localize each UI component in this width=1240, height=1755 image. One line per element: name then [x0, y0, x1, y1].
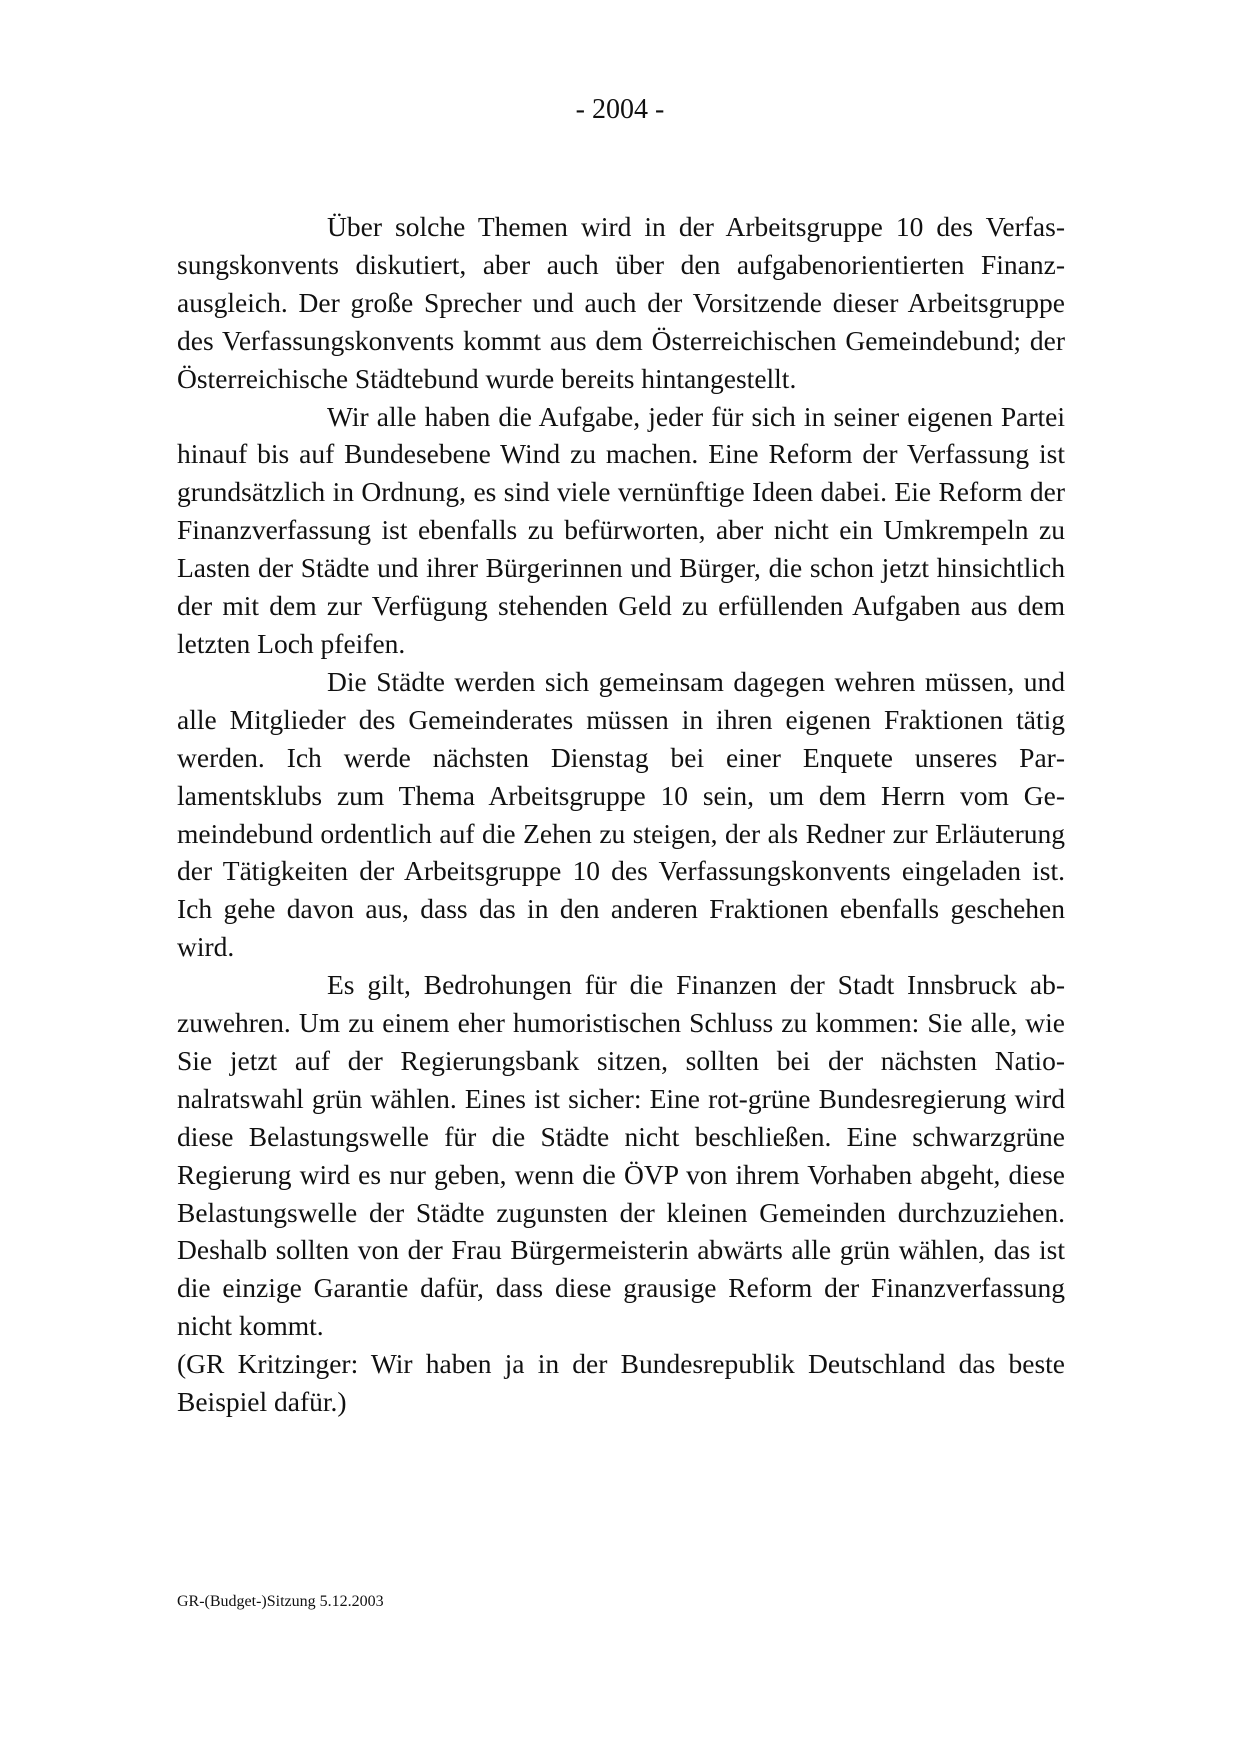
footer-session-label: GR-(Budget-)Sitzung 5.12.2003: [177, 1593, 384, 1610]
paragraph-3: Die Städte werden sich gemeinsam dagegen wehren müssen, und alle Mitglieder des Gemeinderates müssen in ihren eigenen Fraktionen tätig werden. Ich werde nächsten Dienstag bei einer Enquete unseres Parlamentsklubs zum Thema Arbeitsgruppe 10 sein, um dem Herrn vom Gemeindebund ordentlich auf die Zehen zu steigen, der als Redner zur Erläuterung der Tätigkeiten der Arbeitsgruppe 10 des Verfassungskonvents eingeladen ist. Ich gehe davon aus, dass das in den anderen Fraktionen ebenfalls geschehen wird.: [177, 665, 1065, 963]
document-body: [177, 208, 1065, 1421]
page-number: - 2004 -: [575, 94, 665, 125]
interjection: (GR Kritzinger: Wir haben ja in der Bundesrepublik Deutschland das beste Beispiel dafür.): [177, 1348, 1065, 1418]
paragraph-2: Wir alle haben die Aufgabe, jeder für sich in seiner eigenen Partei hinauf bis auf Bundesebene Wind zu machen. Eine Reform der Verfassung ist grundsätzlich in Ordnung, es sind viele vernünftige Ideen dabei. Eie Reform der Finanzverfassung ist ebenfalls zu befürworten, aber nicht ein Umkrempeln zu Lasten der Städte und ihrer Bürgerinnen und Bürger, die schon jetzt hinsichtlich der mit dem zur Verfügung stehenden Geld zu erfüllenden Aufgaben aus dem letzten Loch pfeifen.: [177, 400, 1065, 659]
paragraph-4: Es gilt, Bedrohungen für die Finanzen der Stadt Innsbruck abzuwehren. Um zu einem eher humoristischen Schluss zu kommen: Sie alle, wie Sie jetzt auf der Regierungsbank sitzen, sollten bei der nächsten Nationalratswahl grün wählen. Eines ist sicher: Eine rot-grüne Bundesregierung wird diese Belastungswelle für die Städte nicht beschließen. Eine schwarzgrüne Regierung wird es nur geben, wenn die ÖVP von ihrem Vorhaben abgeht, diese Belastungswelle der Städte zugunsten der kleinen Gemeinden durchzuziehen. Deshalb sollten von der Frau Bürgermeisterin abwärts alle grün wählen, das ist die einzige Garantie dafür, dass diese grausige Reform der Finanzverfassung nicht kommt.: [177, 969, 1065, 1342]
paragraph-1: Über solche Themen wird in der Arbeitsgruppe 10 des Verfassungskonvents diskutiert, aber auch über den aufgabenorientierten Finanzausgleich. Der große Sprecher und auch der Vorsitzende dieser Arbeitsgruppe des Verfassungskonvents kommt aus dem Österreichischen Gemeindebund; der Österreichische Städtebund wurde bereits hintangestellt.: [177, 211, 1065, 394]
